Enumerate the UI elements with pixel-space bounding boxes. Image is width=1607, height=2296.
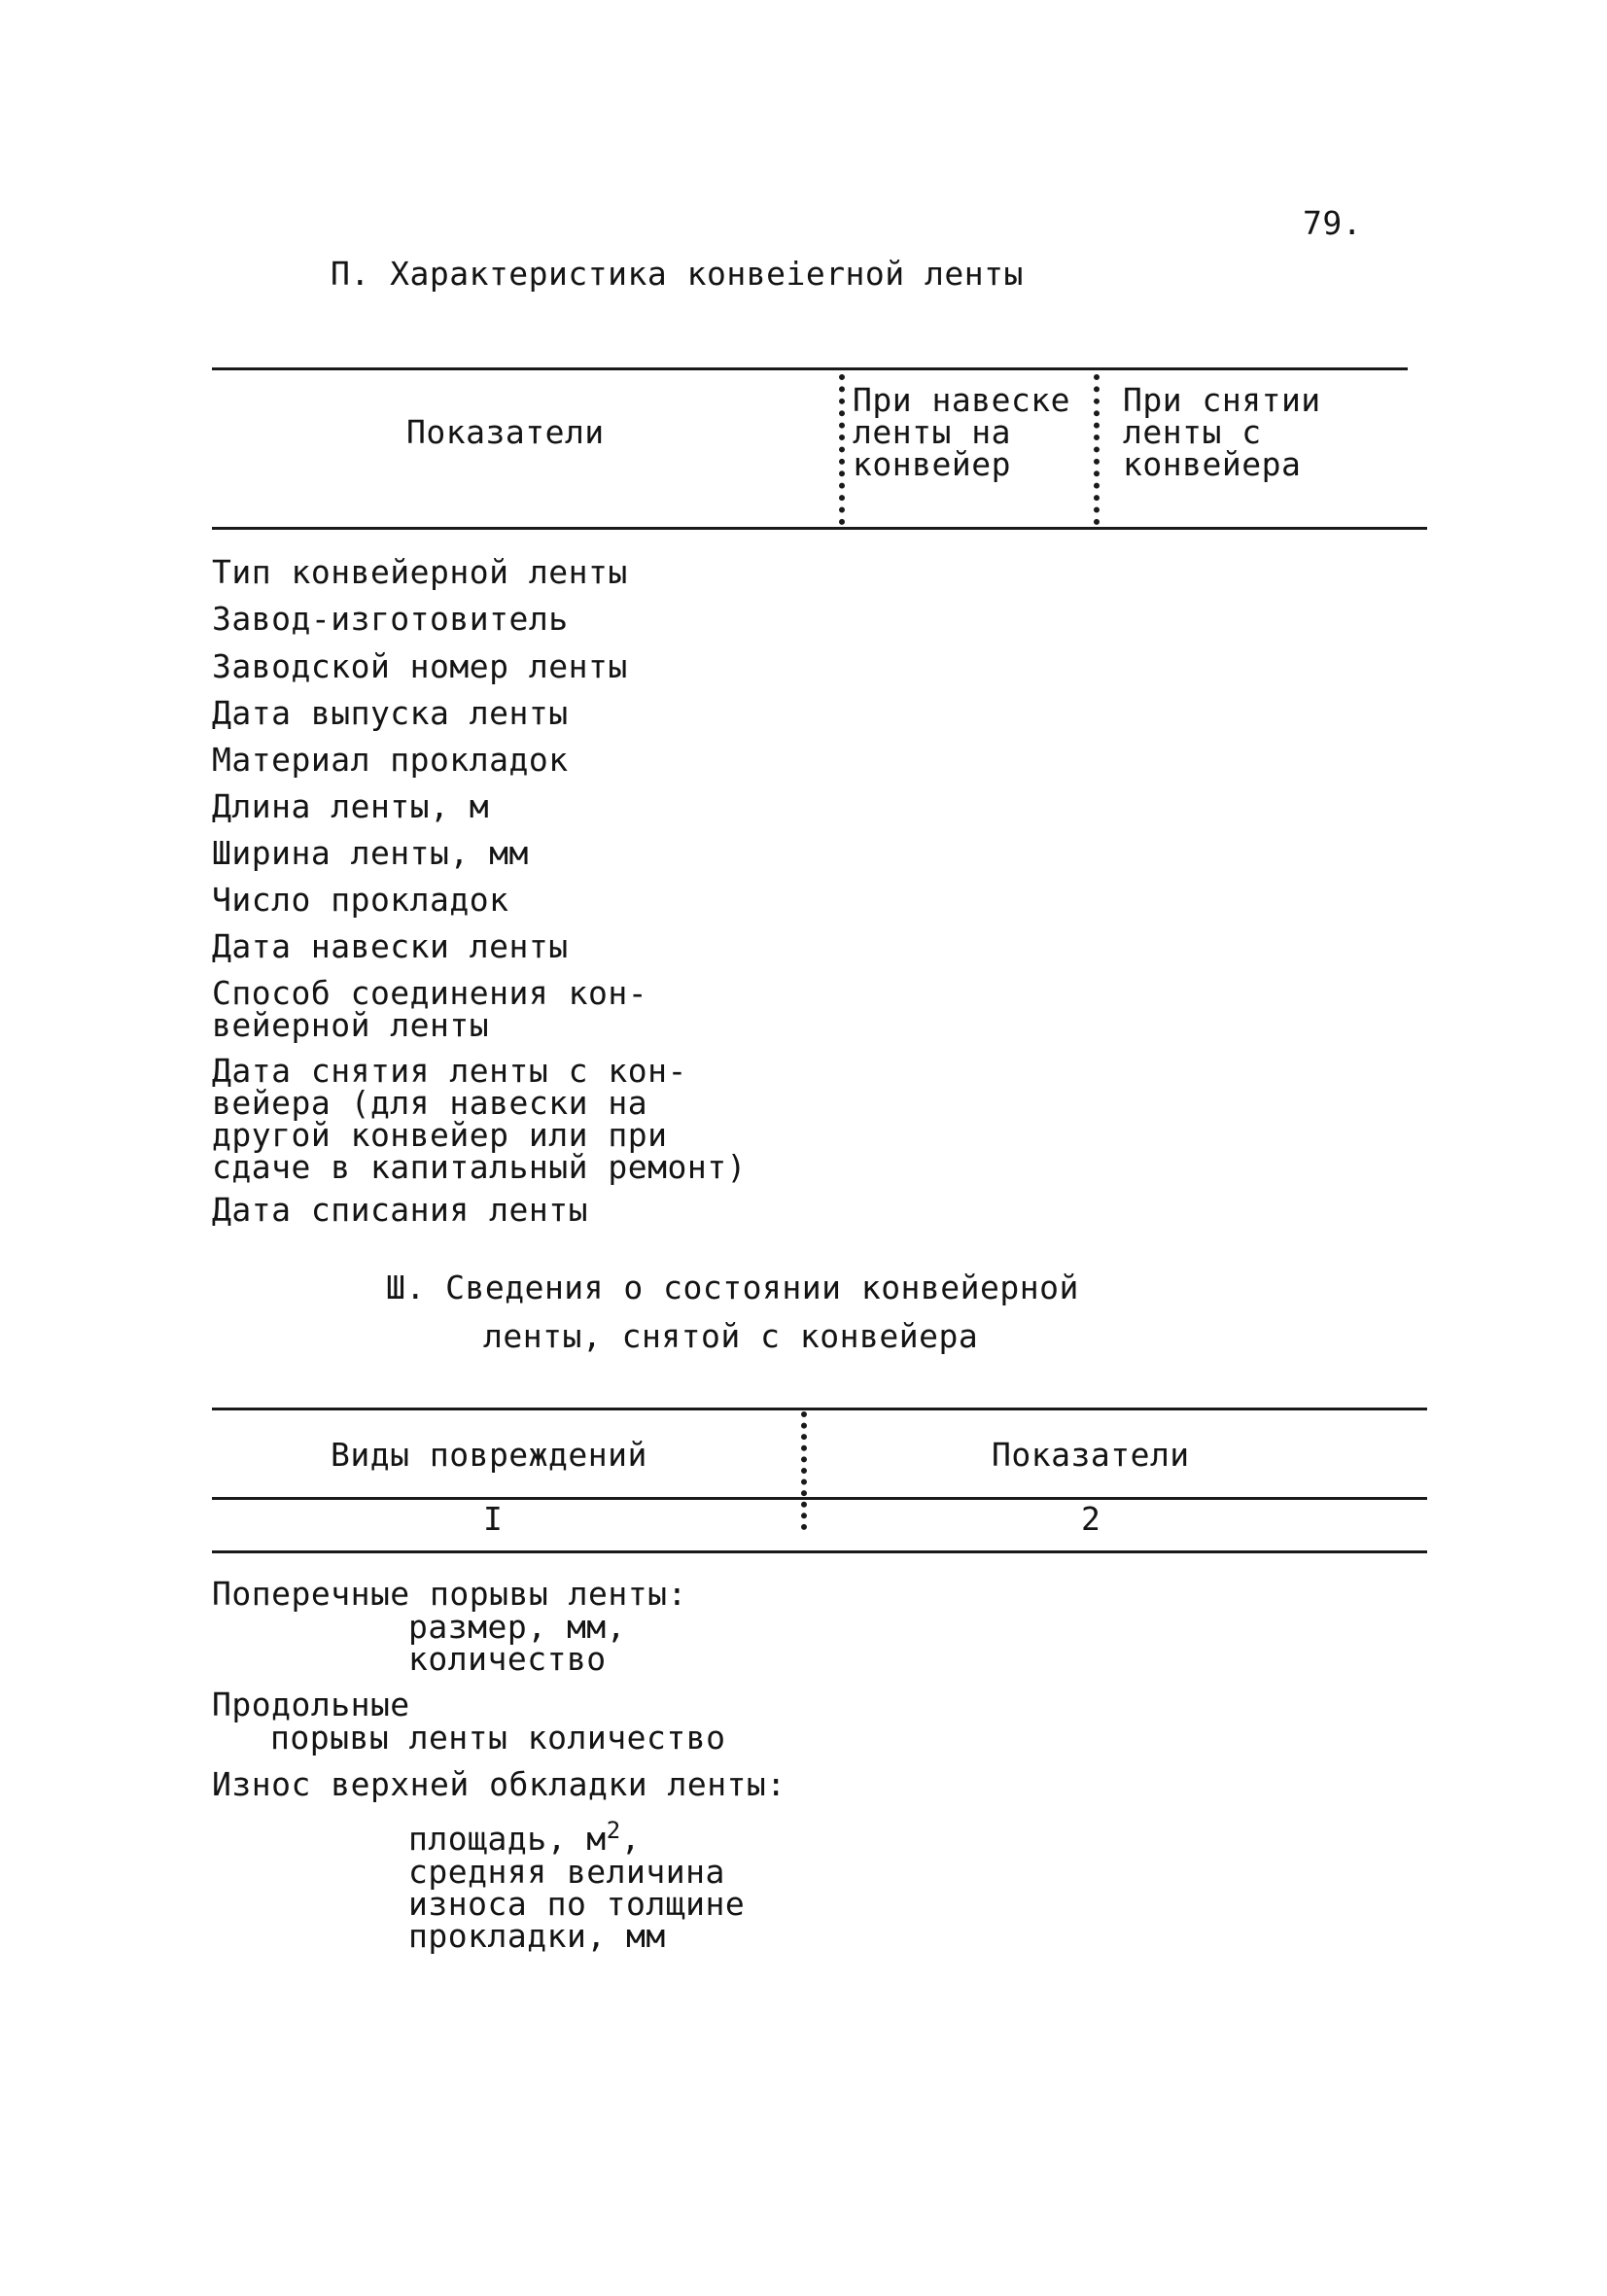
table1-header-col1: Показатели	[406, 413, 605, 451]
transverse-tears-sub-line: размер, мм,	[408, 1608, 627, 1646]
section-2-title: П. Характеристика конвеierной ленты	[331, 255, 1024, 293]
table1-header-col2-line: конвейер	[853, 445, 1011, 483]
transverse-tears-sub-line: количество	[408, 1640, 607, 1678]
row-removal-date-line: вейера (для навески на	[212, 1084, 648, 1122]
row-joint-method-line: Способ соединения кон-	[212, 974, 648, 1012]
table2-col-number-1: I	[483, 1500, 504, 1538]
section-3-title-line-1: Ш. Сведения о состоянии конвейерной	[386, 1269, 1079, 1306]
row-ply-count: Число прокладок	[212, 881, 509, 919]
table2-top-rule	[212, 1408, 1427, 1410]
row-ply-material: Материал прокладок	[212, 741, 569, 779]
table2-divider	[801, 1411, 807, 1530]
wear-average	[408, 1853, 746, 1955]
table2-header-rule	[212, 1497, 1427, 1500]
row-removal-date-line: другой конвейер или при	[212, 1116, 668, 1154]
wear-area-label: площадь, м	[408, 1820, 607, 1858]
table1-header-col3-line: При снятии	[1123, 381, 1321, 419]
row-belt-width: Ширина ленты, мм	[212, 834, 529, 872]
table1-divider-1	[839, 374, 845, 525]
section-3-title-line-2: ленты, снятой с конвейера	[483, 1317, 979, 1355]
longitudinal-tears-line-1: Продольные	[212, 1686, 410, 1723]
row-writeoff-date: Дата списания ленты	[212, 1191, 588, 1229]
row-removal-date-line: Дата снятия ленты с кон-	[212, 1052, 687, 1090]
table1-header-col2	[853, 381, 1071, 483]
table1-header-col3-line: ленты с	[1123, 413, 1262, 451]
wear-area-tail: ,	[620, 1820, 642, 1858]
table2-header-col2: Показатели	[992, 1436, 1190, 1474]
table1-divider-2	[1094, 374, 1100, 525]
table1-header-col3	[1123, 381, 1321, 483]
wear-area-superscript: 2	[606, 1817, 621, 1844]
transverse-tears-label: Поперечные порывы ленты:	[212, 1575, 687, 1613]
row-joint-method	[212, 974, 648, 1044]
wear-label: Износ верхней обкладки ленты:	[212, 1765, 786, 1803]
wear-area	[408, 1817, 642, 1858]
table1-header-col2-line: При навеске	[853, 381, 1071, 419]
row-manufacturer: Завод-изготовитель	[212, 600, 569, 638]
row-joint-method-line: вейерной ленты	[212, 1006, 490, 1044]
row-belt-type: Тип конвейерной ленты	[212, 553, 628, 591]
row-release-date: Дата выпуска ленты	[212, 694, 569, 732]
table2-header-col1: Виды повреждений	[331, 1436, 647, 1474]
table2-col-number-2: 2	[1081, 1500, 1101, 1538]
table2-numbers-rule	[212, 1550, 1427, 1553]
row-belt-length: Длина ленты, м	[212, 787, 490, 825]
row-serial-number: Заводской номер ленты	[212, 647, 628, 685]
page-number: 79.	[1303, 204, 1363, 242]
row-install-date: Дата навески ленты	[212, 927, 569, 965]
wear-average-line: прокладки, мм	[408, 1917, 666, 1955]
table1-header-rule	[212, 527, 1427, 530]
row-removal-date-line: сдаче в капитальный ремонт)	[212, 1148, 747, 1186]
table1-header-col2-line: ленты на	[853, 413, 1011, 451]
row-removal-date	[212, 1052, 747, 1186]
transverse-tears-sub	[408, 1608, 627, 1678]
wear-average-line: средняя величина	[408, 1853, 725, 1891]
table1-header-col3-line: конвейера	[1123, 445, 1302, 483]
table1-top-rule	[212, 367, 1408, 370]
longitudinal-tears-line-2: порывы ленты количество	[270, 1719, 726, 1757]
wear-average-line: износа по толщине	[408, 1885, 746, 1923]
